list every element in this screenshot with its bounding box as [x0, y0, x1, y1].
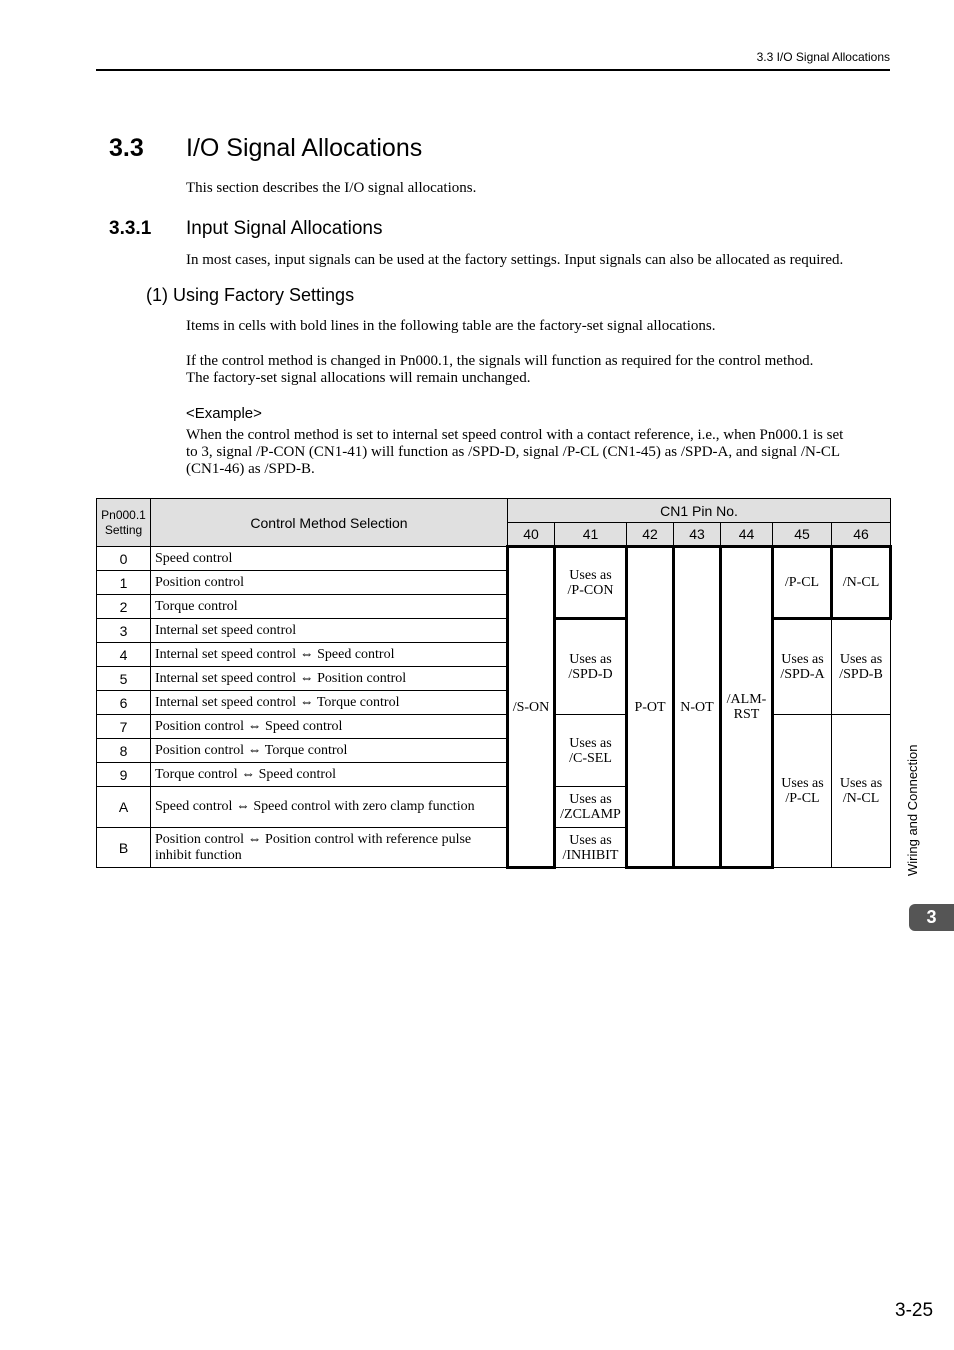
- pin41-cell: [555, 828, 627, 868]
- pin45-cell: /P-CL: [773, 547, 832, 619]
- pin43-cell: N-OT: [674, 547, 721, 868]
- pin41-cell: [555, 787, 627, 828]
- setting-cell: 7: [97, 715, 151, 739]
- method-cell: Torque control: [151, 595, 508, 619]
- pin46-line: Uses as: [839, 776, 883, 791]
- method-cell: Position control ⇔ Torque control: [151, 739, 508, 763]
- subsection-intro: In most cases, input signals can be used at the factory settings. Input signals can also be allocated as required.: [186, 252, 844, 268]
- pin46-line: /SPD-B: [839, 667, 883, 682]
- header-rule: [96, 69, 890, 71]
- running-header: 3.3 I/O Signal Allocations: [756, 50, 890, 64]
- pin41-line: Uses as: [569, 792, 612, 807]
- pin41-cell: [555, 715, 627, 787]
- signal-allocation-table: [96, 498, 891, 869]
- example-line2: to 3, signal /P-CON (CN1-41) will function as /SPD-D, signal /P-CL (CN1-45) as /SPD-A, and signal /N-CL: [186, 444, 841, 460]
- header-cn1-pin: CN1 Pin No.: [508, 499, 891, 523]
- method-cell: Internal set speed control ⇔ Torque control: [151, 691, 508, 715]
- pin46-cell: /N-CL: [832, 547, 891, 619]
- header-pin-43: 43: [674, 523, 721, 547]
- setting-cell: A: [97, 787, 151, 828]
- item-heading: (1) Using Factory Settings: [146, 285, 355, 305]
- header-method: Control Method Selection: [151, 499, 508, 547]
- section-title: I/O Signal Allocations: [186, 134, 423, 162]
- pin44-cell: [721, 547, 773, 868]
- example-line3: (CN1-46) as /SPD-B.: [186, 461, 315, 477]
- pin45-line: Uses as: [781, 776, 824, 791]
- page-number: 3-25: [895, 1300, 934, 1321]
- setting-cell: 6: [97, 691, 151, 715]
- pin45-cell: [773, 715, 832, 868]
- pin45-line: Uses as: [781, 652, 824, 667]
- item-para2-line1: If the control method is changed in Pn000.1, the signals will function as required for the control method.: [186, 353, 814, 369]
- setting-cell: 0: [97, 547, 151, 571]
- method-cell: Internal set speed control ⇔ Speed control: [151, 643, 508, 667]
- pin40-cell: /S-ON: [508, 547, 555, 868]
- setting-cell: 3: [97, 619, 151, 643]
- section-intro: This section describes the I/O signal allocations.: [186, 180, 477, 196]
- table-row: [97, 547, 891, 571]
- method-cell: Position control ⇔ Speed control: [151, 715, 508, 739]
- method-line: inhibit function: [155, 847, 242, 863]
- example-line1: When the control method is set to internal set speed control with a contact reference, i.e., when Pn000.1 is set: [186, 427, 844, 443]
- setting-cell: B: [97, 828, 151, 868]
- header-setting: [97, 499, 151, 547]
- pin46-cell: [832, 619, 891, 715]
- pin41-line: /C-SEL: [569, 750, 612, 766]
- pin41-line: /P-CON: [567, 582, 614, 598]
- subsection-title: Input Signal Allocations: [186, 218, 383, 239]
- method-cell: Position control: [151, 571, 508, 595]
- item-para1: Items in cells with bold lines in the following table are the factory-set signal allocations.: [186, 318, 716, 334]
- method-cell: Speed control ⇔ Speed control with zero clamp function: [151, 787, 508, 828]
- setting-cell: 1: [97, 571, 151, 595]
- method-cell: Torque control ⇔ Speed control: [151, 763, 508, 787]
- section-number: 3.3: [109, 134, 144, 162]
- pin46-line: /N-CL: [842, 791, 880, 806]
- header-pin-45: 45: [773, 523, 832, 547]
- method-cell: [151, 828, 508, 868]
- pin41-line: /ZCLAMP: [560, 807, 621, 822]
- pin41-line: Uses as: [569, 832, 612, 848]
- item-para2-line2: The factory-set signal allocations will remain unchanged.: [186, 370, 531, 386]
- setting-cell: 5: [97, 667, 151, 691]
- header-pin-44: 44: [721, 523, 773, 547]
- setting-cell: 2: [97, 595, 151, 619]
- header-setting-line2: Setting: [104, 522, 143, 537]
- pin41-line: Uses as: [569, 735, 612, 751]
- pin46-line: Uses as: [839, 652, 883, 667]
- pin44-line: RST: [733, 707, 760, 722]
- method-cell: Internal set speed control: [151, 619, 508, 643]
- pin41-line: Uses as: [569, 567, 612, 583]
- example-label: <Example>: [186, 405, 262, 422]
- method-line: Position control ⇔ Position control with reference pulse: [155, 831, 472, 847]
- method-cell: Internal set speed control ⇔ Position control: [151, 667, 508, 691]
- pin41-cell: [555, 619, 627, 715]
- header-pin-40: 40: [508, 523, 555, 547]
- setting-cell: 9: [97, 763, 151, 787]
- pin46-cell: [832, 715, 891, 868]
- header-pin-42: 42: [627, 523, 674, 547]
- pin41-cell: [555, 547, 627, 619]
- pin42-cell: P-OT: [627, 547, 674, 868]
- pin41-line: /SPD-D: [568, 667, 613, 682]
- chapter-side-label: Wiring and Connection: [905, 744, 920, 876]
- header-setting-line1: Pn000.1: [101, 507, 146, 522]
- pin45-line: /P-CL: [785, 791, 820, 806]
- setting-cell: 4: [97, 643, 151, 667]
- pin45-line: /SPD-A: [780, 667, 825, 682]
- pin41-line: Uses as: [569, 652, 612, 667]
- header-pin-41: 41: [555, 523, 627, 547]
- pin45-cell: [773, 619, 832, 715]
- setting-cell: 8: [97, 739, 151, 763]
- pin44-line: /ALM-: [726, 692, 767, 707]
- pin41-line: /INHIBIT: [562, 847, 619, 863]
- method-cell: Speed control: [151, 547, 508, 571]
- subsection-number: 3.3.1: [109, 218, 152, 239]
- chapter-tab: 3: [909, 904, 954, 931]
- header-pin-46: 46: [832, 523, 891, 547]
